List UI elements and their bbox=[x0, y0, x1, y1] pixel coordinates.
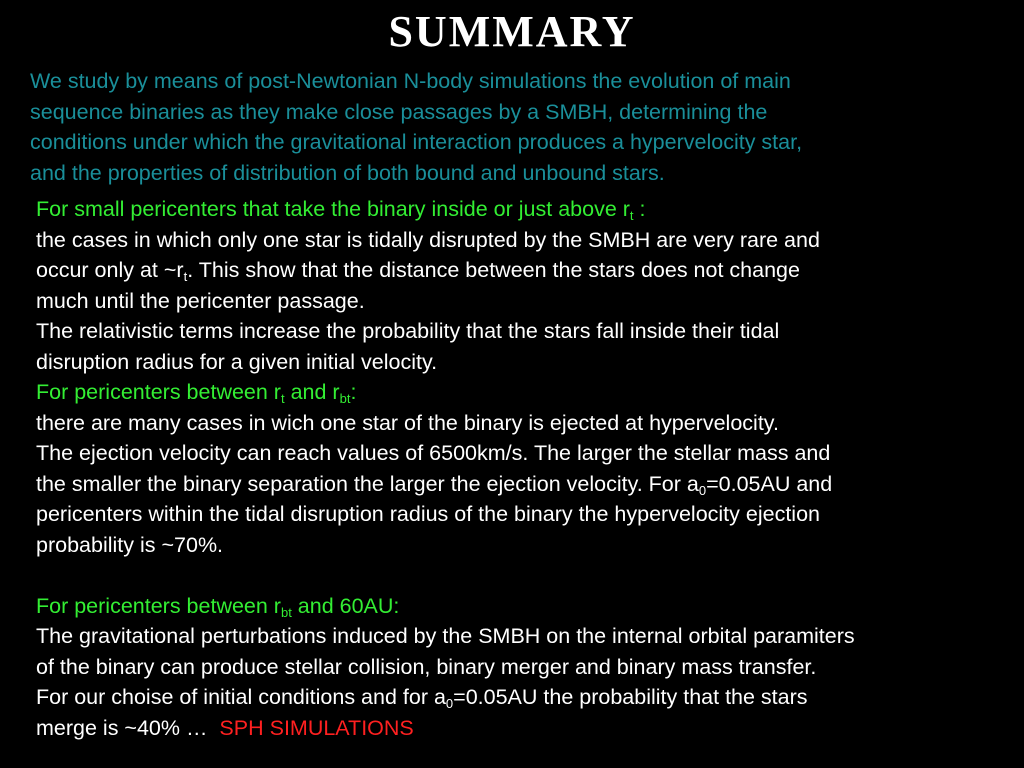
intro-line: sequence binaries as they make close passages by a SMBH, determining the bbox=[30, 99, 768, 124]
section1-line: much until the pericenter passage. bbox=[36, 288, 365, 313]
section2-heading: For pericenters between $r_t$ and $r_{bt}$: bbox=[36, 380, 357, 406]
section2-line: there are many cases in wich one star of the binary is ejected at hypervelocity. bbox=[36, 410, 779, 435]
section1-heading: For small pericenters that take the binary inside or just above $r_t$ : bbox=[36, 197, 646, 223]
slide-title: SUMMARY bbox=[388, 7, 636, 56]
section2-line: The ejection velocity can reach values of 6500km/s. The larger the stellar mass and bbox=[36, 441, 831, 465]
section1-line: The relativistic terms increase the probability that the stars fall inside their tidal bbox=[36, 319, 780, 343]
summary-body bbox=[36, 194, 1021, 743]
section-spacer bbox=[36, 560, 1021, 591]
section1-line: the cases in which only one star is tidally disrupted by the SMBH are very rare and bbox=[36, 227, 820, 252]
intro-paragraph bbox=[30, 66, 1010, 188]
intro-line: conditions under which the gravitational interaction produces a hypervelocity star, bbox=[30, 130, 803, 154]
section1-line: disruption radius for a given initial velocity. bbox=[36, 349, 438, 374]
intro-line: and the properties of distribution of both bound and unbound stars. bbox=[30, 160, 665, 185]
section3-line: The gravitational perturbations induced by the SMBH on the internal orbital paramiters bbox=[36, 624, 855, 648]
section3-line: of the binary can produce stellar collision, binary merger and binary mass transfer. bbox=[36, 654, 817, 679]
section2-line: the smaller the binary separation the larger the ejection velocity. For $a_0=0.05AU$ and bbox=[36, 471, 833, 498]
intro-line: We study by means of post-Newtonian N-body simulations the evolution of main bbox=[30, 69, 791, 93]
section2-line: probability is ~70%. bbox=[36, 532, 224, 557]
section3-line: merge is ~40% … SPH SIMULATIONS bbox=[36, 715, 414, 740]
sph-simulations-highlight: SPH SIMULATIONS bbox=[219, 715, 414, 740]
section3-line: For our choise of initial conditions and for $a_0=0.05AU$ the probability that the stars bbox=[36, 685, 808, 711]
section2-line: pericenters within the tidal disruption radius of the binary the hypervelocity ejection bbox=[36, 502, 820, 526]
section3-heading: For pericenters between $r_{bt}$ and 60AU: bbox=[36, 593, 400, 620]
section1-line: occur only at $\sim r_t$. This show that the distance between the stars does not change bbox=[36, 258, 800, 284]
